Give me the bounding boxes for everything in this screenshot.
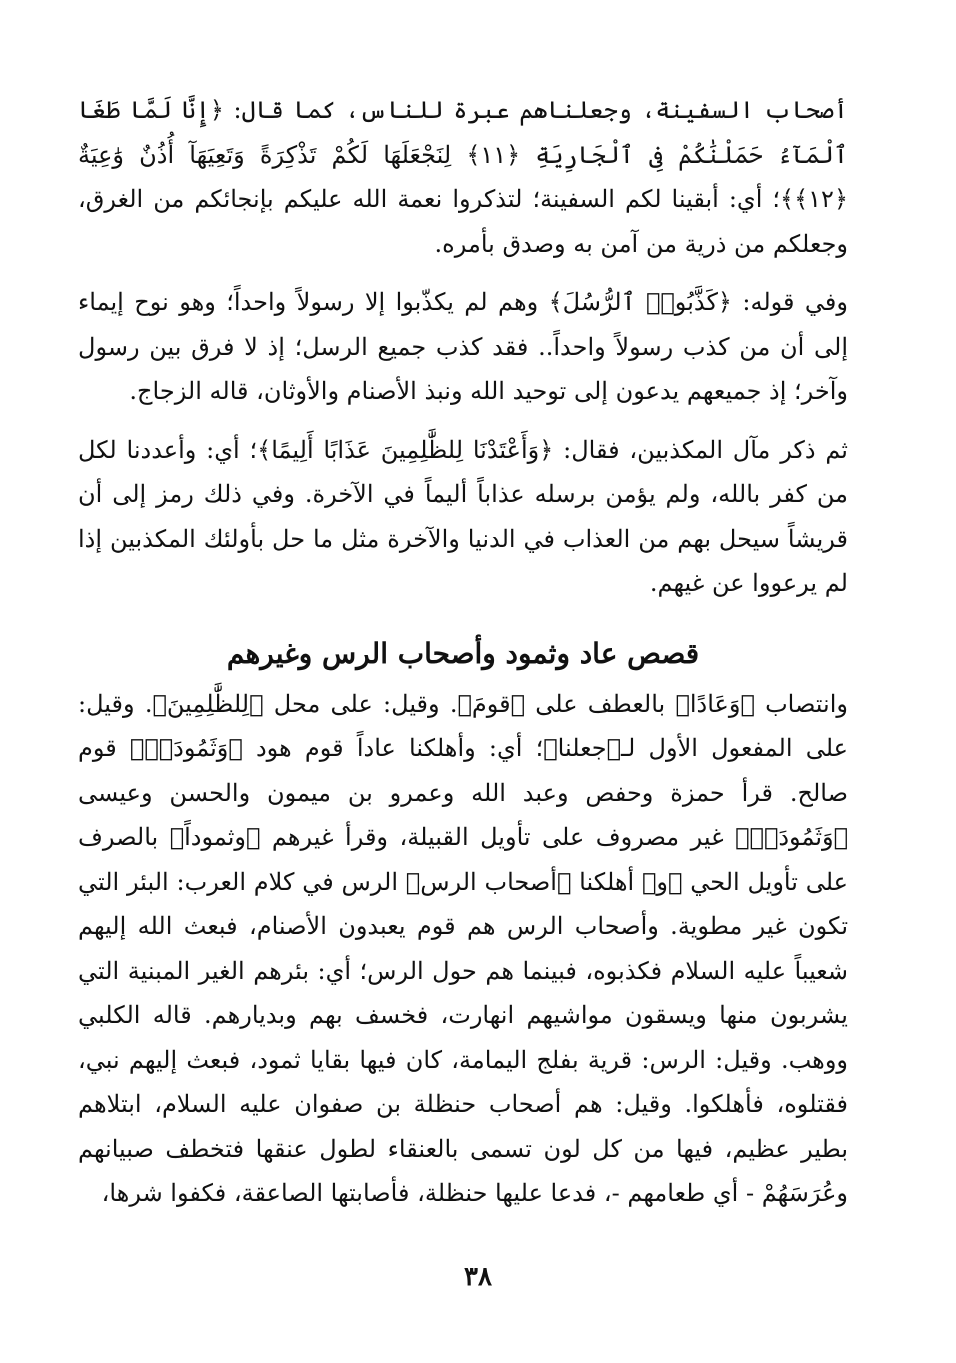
paragraph-disbelievers: ثم ذكر مآل المكذبين، فقال: ﴿وَأَعْتَدْنَا لِلظَّٰلِمِينَ عَذَابًا أَلِيمًا﴾؛ أي: وأعددنا لكل من كفر بالله، ولم يؤمن برسله عذاباً أليماً في الآخرة. وفي ذلك رمز إلى أن قريشاً سيحل بهم من العذاب في الدنيا والآخرة مثل ما حل بأولئك المكذبين إذا لم يرعووا عن غيهم.	[78, 435, 848, 597]
paragraph-messengers: وفي قوله: ﴿كَذَّبُوا۟ ٱلرُّسُلَ﴾ وهم لم يكذّبوا إلا رسولاً واحداً؛ وهو نوح إيماء إلى أن من كذب رسولاً واحداً.. فقد كذب جميع الرسل؛ إذ لا فرق بين رسول وآخر؛ إذ جميعهم يدعون إلى توحيد الله ونبذ الأصنام والأوثان، قاله الزجاج.	[78, 288, 848, 405]
paragraph-ark: أصحاب السفينة، وجعلناهم عبرة للناس، كما قال: ﴿إِنَّا لَمَّا طَغَا ٱلْمَآءُ حَمَلْنَٰكُمْ فِى ٱلْجَارِيَةِ ﴿١١﴾ لِنَجْعَلَهَا لَكُمْ تَذْكِرَةً وَتَعِيَهَآ أُذُنٌ وَٰعِيَةٌ ﴿١٢﴾﴾؛ أي: أبقينا لكم السفينة؛ لتذكروا نعمة الله عليكم بإنجائكم من الغرق، وجعلكم من ذرية من آمن به وصدق بأمره.	[78, 96, 848, 258]
section-title: قصص عاد وثمود وأصحاب الرس وغيرهم	[226, 636, 700, 670]
page-number: ٣٨	[464, 1262, 492, 1292]
page-body	[78, 88, 848, 1323]
paragraph-aad-thamud: وانتصاب ﴿وَعَادًا﴾ بالعطف على ﴿قومَ﴾. وقيل: على محل ﴿لِلظَّٰلِمِينَ﴾. وقيل: على المفعول الأول لـ﴿جعلنا﴾؛ أي: وأهلكنا عاداً قوم هود ﴿وَثَمُودَا۟﴾ قوم صالح. قرأ حمزة وحفص وعبد الله وعمرو بن ميمون والحسن وعيسى ﴿وَثَمُودَا۟﴾ غير مصروف على تأويل القبيلة، وقرأ غيرهم ﴿وثموداً﴾ بالصرف على تأويل الحي ﴿و﴾ أهلكنا ﴿أصحاب الرس﴾ الرس في كلام العرب: البئر التي تكون غير مطوية. وأصحاب الرس هم قوم يعبدون الأصنام، فبعث الله إليهم شعيباً عليه السلام فكذبوه، فبينما هم حول الرس؛ أي: بئرهم الغير المبنية التي يشربون منها ويسقون مواشيهم انهارت، فخسف بهم وبديارهم. قاله الكلبي ووهب. وقيل: الرس: قرية بفلج اليمامة، كان فيها بقايا ثمود، فبعث إليهم نبي، فقتلوه، فأهلكوا. وقيل: هم أصحاب حنظلة بن صفوان عليه السلام، ابتلاهم بطير عظيم، فيها من كل لون تسمى بالعنقاء لطول عنقها فتخطف صبيانهم وعُرَسَهُمْ - أي طعامهم -، فدعا عليها حنظلة، فأصابتها الصاعقة، فكفوا شرها،	[78, 689, 849, 1207]
